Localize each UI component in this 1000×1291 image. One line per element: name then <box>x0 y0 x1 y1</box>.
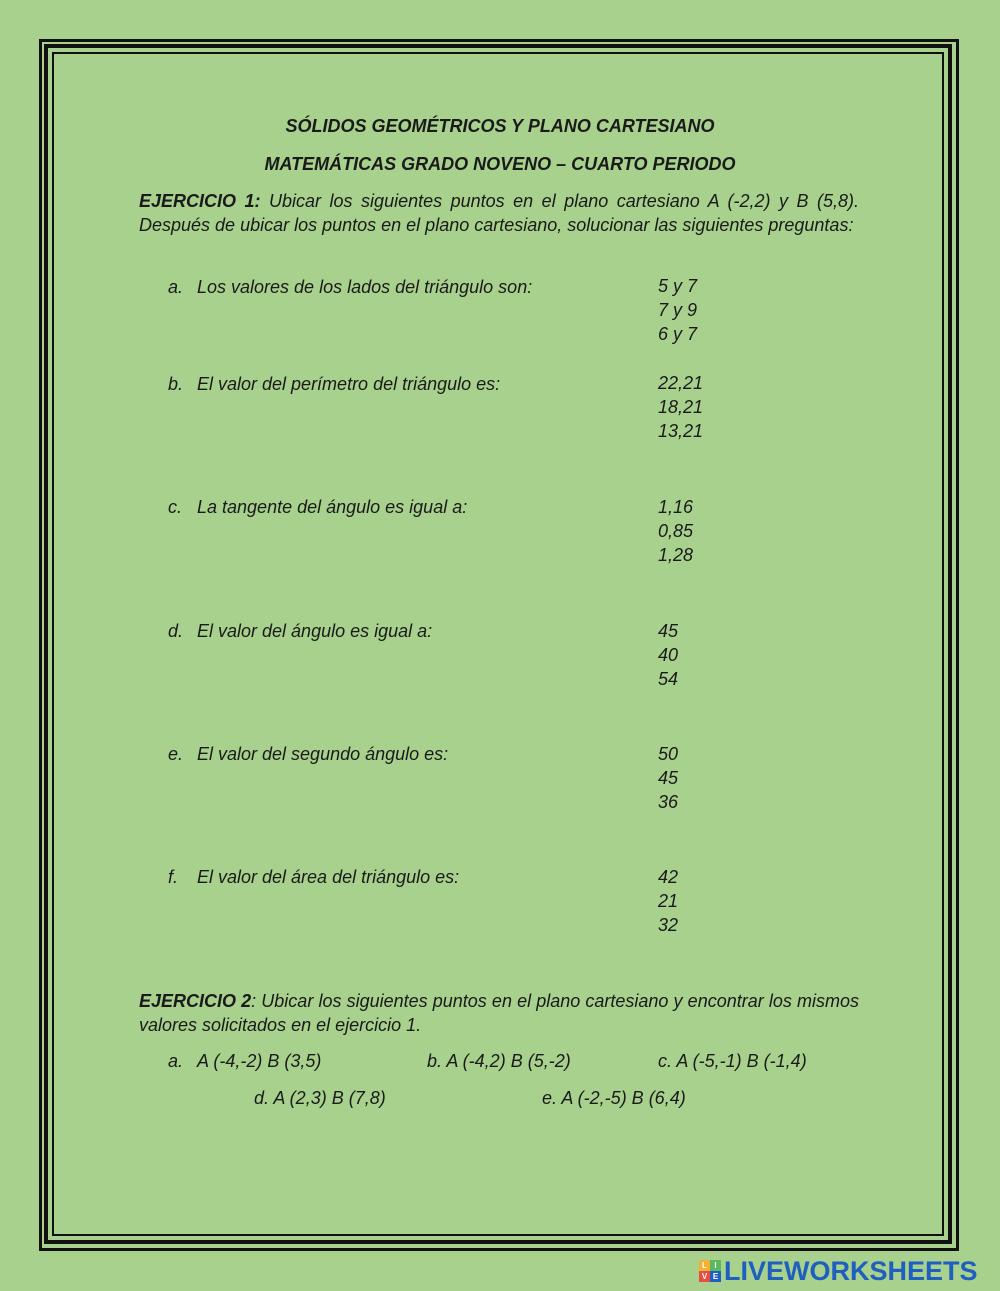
question-a-text: Los valores de los lados del triángulo son: <box>197 277 533 297</box>
question-c-letter: c. <box>168 497 183 517</box>
exercise-2-item-a: A (-4,-2) B (3,5) <box>197 1051 322 1071</box>
liveworksheets-logo <box>699 1256 978 1286</box>
question-b-option-3[interactable]: 13,21 <box>658 421 704 441</box>
question-b-letter: b. <box>168 374 184 394</box>
exercise-1-instructions <box>139 189 859 237</box>
page-title: SÓLIDOS GEOMÉTRICOS Y PLANO CARTESIANO <box>285 116 715 136</box>
question-f-letter: f. <box>168 867 179 887</box>
question-a-letter: a. <box>168 277 184 297</box>
question-d-letter: d. <box>168 621 184 641</box>
question-f-option-3[interactable]: 32 <box>658 915 679 935</box>
liveworksheets-logo-text: LIVEWORKSHEETS <box>724 1255 978 1286</box>
question-c-option-1[interactable]: 1,16 <box>658 497 694 517</box>
question-c-text: La tangente del ángulo es igual a: <box>197 497 468 517</box>
exercise-2-item-e: e. A (-2,-5) B (6,4) <box>542 1088 686 1108</box>
logo-letter-l: L <box>699 1260 710 1271</box>
question-d-text: El valor del ángulo es igual a: <box>197 621 433 641</box>
question-c-option-3[interactable]: 1,28 <box>658 545 694 565</box>
question-a-option-3[interactable]: 6 y 7 <box>658 324 698 344</box>
exercise-2-text: : Ubicar los siguientes puntos en el plano cartesiano y encontrar los mismos valores solicitados en el ejercicio 1. <box>139 991 859 1035</box>
logo-letter-e: E <box>710 1271 721 1282</box>
question-b-options <box>658 371 703 443</box>
question-b-option-1[interactable]: 22,21 <box>658 373 704 393</box>
question-e-option-3[interactable]: 36 <box>658 792 679 812</box>
question-e-option-2[interactable]: 45 <box>658 768 679 788</box>
question-e-text: El valor del segundo ángulo es: <box>197 744 449 764</box>
exercise-2-item-c: c. A (-5,-1) B (-1,4) <box>658 1051 807 1071</box>
question-f-option-1[interactable]: 42 <box>658 867 679 887</box>
question-a-option-1[interactable]: 5 y 7 <box>658 276 698 296</box>
liveworksheets-logo-icon <box>699 1260 721 1282</box>
question-c-option-2[interactable]: 0,85 <box>658 521 694 541</box>
question-d-option-1[interactable]: 45 <box>658 621 679 641</box>
question-f-option-2[interactable]: 21 <box>658 891 679 911</box>
question-c-options <box>658 495 693 567</box>
exercise-2-instructions <box>139 989 859 1037</box>
question-e-letter: e. <box>168 744 184 764</box>
question-f-text: El valor del área del triángulo es: <box>197 867 460 887</box>
question-e-option-1[interactable]: 50 <box>658 744 679 764</box>
question-e-options <box>658 742 678 814</box>
exercise-1-text: Ubicar los siguientes puntos en el plano cartesiano A (-2,2) y B (5,8). Después de ubicar los puntos en el plano cartesiano, solucionar las siguientes preguntas: <box>139 191 859 235</box>
exercise-2-item-d: d. A (2,3) B (7,8) <box>254 1088 386 1108</box>
question-a-options <box>658 274 697 346</box>
question-d-option-3[interactable]: 54 <box>658 669 679 689</box>
exercise-2-label: EJERCICIO 2 <box>139 991 252 1011</box>
exercise-2-item-b: b. A (-4,2) B (5,-2) <box>427 1051 571 1071</box>
question-a-option-2[interactable]: 7 y 9 <box>658 300 698 320</box>
question-f-options <box>658 865 678 937</box>
question-d-option-2[interactable]: 40 <box>658 645 679 665</box>
logo-letter-i: I <box>710 1260 721 1271</box>
page-subtitle: MATEMÁTICAS GRADO NOVENO – CUARTO PERIODO <box>264 154 736 174</box>
question-b-option-2[interactable]: 18,21 <box>658 397 704 417</box>
question-b-text: El valor del perímetro del triángulo es: <box>197 374 501 394</box>
logo-letter-v: V <box>699 1271 710 1282</box>
exercise-2-item-a-letter: a. <box>168 1051 184 1071</box>
exercise-1-label: EJERCICIO 1: <box>139 191 261 211</box>
question-d-options <box>658 619 678 691</box>
